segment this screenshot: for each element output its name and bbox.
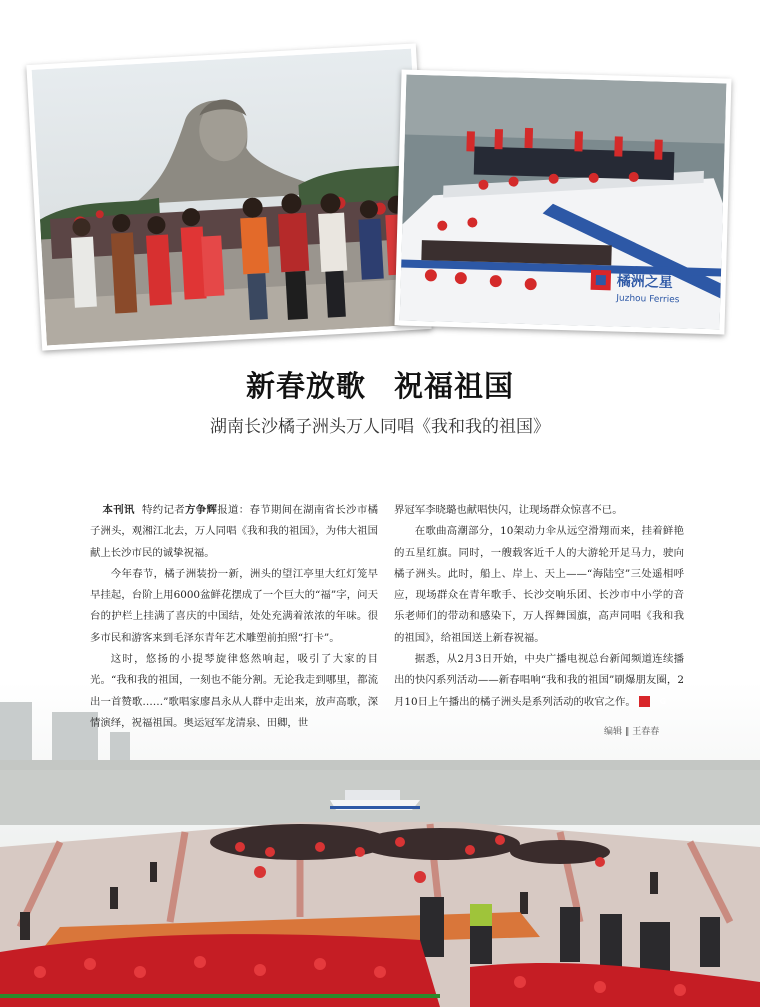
article-title-part2: 祝福祖国 — [394, 369, 515, 403]
ferry-sign-text-en: Juzhou Ferries — [616, 293, 680, 306]
article-title-part1: 新春放歌 — [245, 369, 366, 403]
article-subtitle: 湖南长沙橘子洲头万人同唱《我和我的祖国》 — [210, 417, 550, 437]
end-mark-icon: G — [639, 696, 650, 707]
article-column-left — [90, 500, 378, 734]
photo-crowd-statue — [26, 43, 431, 350]
article-title — [0, 364, 760, 405]
lead-text: 报道：春节期间在湖南省长沙市橘子洲头，观湘江北去，万人同唱《我和我的祖国》，为伟大祖国献上长沙市民的诚挚祝福。 — [90, 504, 379, 559]
paragraph-3-continued: 界冠军李晓璐也献唱快闪，让现场群众惊喜不已。 — [394, 504, 623, 516]
paragraph-3: 这时，悠扬的小提琴旋律悠然响起，吸引了大家的目光。“我和我的祖国，一刻也不能分割。无论我走到哪里，都流出一首赞歌……”歌唱家廖昌永从人群中走出来，放声高歌，深情演绎，祝福祖国。奥运冠军龙清泉、田卿，世 — [90, 653, 378, 729]
paragraph-4: 在歌曲高潮部分，10架动力伞从远空滑翔而来，挂着鲜艳的五星红旗。同时，一艘载客近千人的大游轮开足马力，驶向橘子洲头。此时，船上、岸上、天上——“海陆空”三处遥相呼应，现场群众在青年歌手、长沙交响乐团、长沙市中小学的音乐老师们的带动和感染下，万人挥舞国旗，高声同唱《我和我的祖国》，给祖国送上新春祝福。 — [394, 525, 684, 644]
paragraph-2: 今年春节，橘子洲装扮一新，洲头的望江亭里大红灯笼早早挂起，台阶上用6000盆鲜花摆成了一个巨大的“福”字，问天台的护栏上挂满了喜庆的中国结，处处充满着浓浓的年味。很多市民和游客来到毛泽东青年艺术雕塑前拍照“打卡”。 — [90, 567, 378, 644]
photo-ferry — [394, 69, 731, 334]
photo-crowd-statue-image — [32, 49, 427, 346]
lead-paragraph — [90, 500, 378, 564]
paragraph-5-text: 据悉，从2月3日开始，中央广播电视总台新闻频道连续播出的快闪系列活动——新春唱响“我和我的祖国”刷爆朋友圈，2月10日上午播出的橘子洲头是系列活动的收官之作。 — [394, 653, 684, 708]
ferry-sign-text: 橘洲之星 — [616, 273, 674, 292]
reporter-prefix: 特约记者 — [142, 504, 185, 516]
reporter-name: 方争辉 — [185, 504, 218, 516]
paragraph-5 — [394, 649, 684, 713]
article-column-right — [394, 500, 684, 713]
editor-credit: 编辑 ‖ 王春春 — [604, 727, 660, 737]
lead-tag: 本刊讯 — [102, 504, 135, 516]
photo-ferry-image — [400, 75, 727, 330]
